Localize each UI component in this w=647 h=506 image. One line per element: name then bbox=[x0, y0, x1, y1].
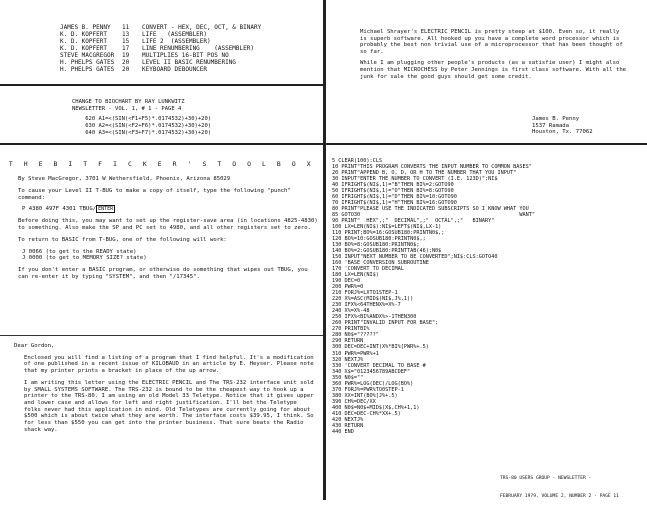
toolbox-para-1: To cause your Level II T-BUG to make a copy of itself, type the following "punch" command: bbox=[18, 187, 291, 201]
listing-line: 310 PWR%=PWR%+1 bbox=[332, 350, 379, 357]
letter-greeting: Dear Gordon, bbox=[14, 343, 55, 349]
contributor-name: H. PHELPS GATES bbox=[60, 66, 115, 73]
letter-continuation bbox=[348, 29, 628, 85]
biochart-line: 620 A1=<(SIN(<F1+F5)*.0174532)+30)+20) bbox=[72, 116, 212, 122]
listing-line: 440 END bbox=[332, 428, 354, 435]
listing-line: 180 LX=LEN(NI$) bbox=[332, 272, 379, 279]
contributor-title: LIFE 2 (ASSEMBLER) bbox=[142, 38, 211, 45]
contributor-title: LIFE (ASSEMBLER) bbox=[142, 31, 208, 38]
contributor-title: CONVERT - HEX, DEC, OCT, & BINARY bbox=[142, 24, 262, 31]
toolbox-jump-1: J 0066 (to get to the READY state) bbox=[22, 248, 137, 255]
toolbox-byline: By Steve MacGregor, 3701 W Wethersfield, Phoenix, Arizona 85029 bbox=[18, 176, 231, 182]
letter-para-1: Enclosed you will find a listing of a program that I find helpful. It's a modification of one published in a recent issue of KILOBAUD in an article by E. Heyser. Please note that my printer prints a bracket in place of the up arrow. bbox=[24, 354, 314, 375]
listing-line: 370 FORJ%=PWR%TO0STEP-1 bbox=[332, 386, 404, 393]
contributor-name: STEVE MACGREGOR bbox=[60, 52, 115, 59]
biochart-line: CHANGE TO BIOCHART BY RAY LUNKWITZ bbox=[72, 99, 185, 105]
listing-line: 260 PRINT"INVALID INPUT FOR BASE"; bbox=[332, 320, 439, 327]
listing-line: 230 IFX%<64THENX%=X%-7 bbox=[332, 302, 401, 309]
listing-line: 280 N0$="?????" bbox=[332, 332, 379, 339]
listing-line: 30 INPUT"ENTER THE NUMBER TO CONVERT (I.E. 123D)";NI$ bbox=[332, 176, 498, 183]
contributor-page: 20 bbox=[122, 59, 130, 66]
contributor-title: MULTIPLIES 16-BIT POS NO bbox=[142, 52, 229, 59]
listing-line: 390 CH%=DEC/XX bbox=[332, 398, 376, 405]
listing-line: 190 DEC=0 bbox=[332, 278, 361, 285]
toolbox-para-3: To return to BASIC from T-BUG, one of the following will work: bbox=[18, 236, 227, 243]
enter-key: ENTER bbox=[98, 206, 114, 213]
contributor-name: JAMES B. PENNY bbox=[60, 24, 111, 31]
listing-line: 400 N0$=N0$+MID$(X$,CH%+1,1) bbox=[332, 404, 420, 411]
contributor-name: H. PHELPS GATES bbox=[60, 59, 115, 66]
contributors-table bbox=[60, 24, 261, 73]
rule-after-biochart bbox=[0, 143, 323, 145]
column-divider bbox=[323, 0, 326, 500]
listing-line: 80 PRINT"PLEASE USE THE INDICATED SUBSCRIPTS SO I KNOW WHAT YOU bbox=[332, 206, 529, 213]
contributor-title: LINE RENUMBERING (ASSEMBLER) bbox=[142, 45, 254, 52]
contributor-row bbox=[60, 24, 261, 31]
biochart-line: 640 A3=<(SIN(<F3+F7)*.0174532)+30)+20) bbox=[72, 130, 212, 136]
letter-para-2: I am writing this letter using the ELECTRIC PENCIL and The TRS-232 interface unit sold by SMALL SYSTEMS SOFTWARE. The TRS-232 is bound to be the cheapest way to hook up a printer to the TRS-80. I am using an old Model 33 Teletype. Notice that it gives upper and lower case and allows for left and right justification. I'll bet the Teletype folks never had this application in mind. Old Teletypes are currently going for about $500 which is about twice what they are worth. The interface costs $39.95, I think. So for less than $550 you can get into the printer business. That sure beats the Radio shack way. bbox=[24, 379, 314, 433]
listing-line: 130 BO%=8:GOSUB180:PRINTN0$; bbox=[332, 242, 420, 249]
listing-line: 140 BO%=2:GOSUB180:PRINTTAB(46);N0$ bbox=[332, 248, 442, 255]
listing-line: 60 IFRIGHT$(NI$,1)="D"THEN BI%=10:GOTO90 bbox=[332, 194, 457, 201]
contributor-row bbox=[60, 31, 261, 38]
listing-line: 420 NEXTJ% bbox=[332, 416, 364, 423]
signature-name: James B. Penny bbox=[532, 116, 580, 122]
contributor-name: K. D. KOPFERT bbox=[60, 38, 107, 45]
footer-line-2: FEBRUARY 1979, VOLUME 2, NUMBER 2 - PAGE 11 bbox=[500, 494, 619, 499]
listing-line: 70 IFRIGHT$(NI$,1)="H"THEN BI%=16:GOTO90 bbox=[332, 200, 457, 207]
toolbox-jump-2: J 0000 (to get to MEMORY SIZE? state) bbox=[22, 255, 147, 262]
listing-line: 210 FORJ%=LXTO1STEP-1 bbox=[332, 290, 398, 297]
rule-after-toolbox bbox=[0, 335, 323, 336]
listing-line: 300 DEC=DEC+INT(X%*BI%[PWR%+.5) bbox=[332, 344, 429, 351]
listing-line: 200 PWR%=0 bbox=[332, 284, 364, 291]
contributor-page: 11 bbox=[122, 24, 130, 31]
toolbox-body bbox=[18, 176, 318, 286]
listing-line: 5 CLEAR(100):CLS bbox=[332, 158, 382, 164]
listing-line: 120 BO%=10:GOSUB180:PRINTN0$,; bbox=[332, 236, 426, 243]
listing-line: 380 XX=INT(BO%[J%+.5) bbox=[332, 392, 398, 399]
contributor-page: 19 bbox=[122, 52, 130, 59]
listing-line: 240 X%=X%-48 bbox=[332, 308, 370, 315]
listing-line: 10 PRINT"THIS PROGRAM CONVERTS THE INPUT NUMBER TO COMMON BASES" bbox=[332, 164, 532, 171]
footer-line-1: TRS-80 USERS GROUP - NEWSLETTER - bbox=[500, 476, 592, 481]
listing-line: 320 NEXTJ% bbox=[332, 356, 364, 363]
rule-after-contributors bbox=[0, 84, 323, 86]
letter-para-4: While I am plugging other people's products (as a satisfie user) I might also mention that MICROCHESS by Peter Jennings is first class software. With all the junk for sale the good guys should get some credit. bbox=[360, 60, 627, 80]
listing-line: 330 'CONVERT DECIMAL TO BASE # bbox=[332, 362, 426, 369]
listing-line: 340 X$="0123456789ABCDEF" bbox=[332, 368, 411, 375]
listing-line: 250 IFX%<BI%ANDX%>-1THEN300 bbox=[332, 314, 417, 321]
listing-line: 350 N0$="" bbox=[332, 374, 364, 381]
contributor-title: KEYBOARD DEBOUNCER bbox=[142, 66, 208, 73]
contributor-name: K. D. KOPFERT bbox=[60, 45, 107, 52]
toolbox-para-2: Before doing this, you may want to set up the register-save area (in locations 4825-4830) to something. Also make the SP and PC set to 4980, and all other registers set to zero. bbox=[18, 218, 318, 231]
toolbox-title: T H E B I T F I C K E R ' S T O O L B O X bbox=[8, 160, 315, 168]
listing-line: 160 'BASE CONVERSION SUBROUTINE bbox=[332, 260, 429, 267]
punch-command-text: P 4380 497F 4301 TBUG/ bbox=[22, 206, 97, 213]
contributor-row bbox=[60, 38, 261, 45]
biochart-line: NEWSLETTER - VOL. 1, # 1 - PAGE 4 bbox=[72, 106, 182, 112]
listing-line: 20 PRINT"APPEND B, O, D, OR H TO THE NUMBER THAT YOU INPUT" bbox=[332, 170, 517, 177]
listing-line: 410 DEC=DEC-CH%*XX+.5) bbox=[332, 410, 401, 417]
program-listing bbox=[332, 158, 644, 435]
rule-right-after-letter bbox=[326, 143, 647, 145]
listing-line: 270 PRINTBI% bbox=[332, 326, 370, 333]
listing-line: 85 GOTO30 WANT" bbox=[332, 212, 536, 219]
listing-line: 170 'CONVERT TO DECIMAL bbox=[332, 266, 404, 273]
contributor-page: 20 bbox=[122, 66, 130, 73]
signature-block bbox=[532, 116, 593, 136]
signature-city: Houston, Tx. 77062 bbox=[532, 129, 593, 136]
listing-line: 40 IFRIGHT$(NI$,1)="B"THEN BI%=2:GOTO90 bbox=[332, 182, 454, 189]
contributor-page: 13 bbox=[122, 31, 130, 38]
biochart-line: 630 A2=<(SIN(<F2+F6)*.0174532)+30)+20) bbox=[72, 123, 212, 129]
contributor-row bbox=[60, 45, 261, 52]
listing-line: 150 INPUT"NEXT NUMBER TO BE CONVERTED";NI$:CLS:GOTO40 bbox=[332, 254, 498, 261]
listing-line: 50 IFRIGHT$(NI$,1)="O"THEN BI%=8:GOTO90 bbox=[332, 188, 454, 195]
contributor-row bbox=[60, 52, 261, 59]
listing-line: 430 RETURN bbox=[332, 422, 364, 429]
letter-to-gordon bbox=[14, 343, 314, 438]
contributor-title: LEVEL II BASIC RENUMBERING bbox=[142, 59, 236, 66]
listing-line: 100 LX=LEN(NI$):NI$=LEFT$(NI$,LX-1) bbox=[332, 224, 442, 231]
signature-street: 1537 Ramada bbox=[532, 122, 570, 129]
toolbox-para-4: If you don't enter a BASIC program, or otherwise do something that wipes out TBUG, you can re-enter it by typing "SYSTEM", and then "/17345". bbox=[18, 267, 308, 280]
contributor-page: 17 bbox=[122, 45, 130, 52]
contributor-name: K. D. KOPFERT bbox=[60, 31, 107, 38]
listing-line: 290 RETURN bbox=[332, 338, 364, 345]
listing-line: 220 X%=ASC(MID$(NI$,J%,1)) bbox=[332, 296, 414, 303]
letter-para-3: Michael Shrayer's ELECTRIC PENCIL is pretty steep at $100. Even so, it really is superb software. All hooked up you have a complete word processor which is probably the best non trivial use of a microprocessor that has been thought of so far. bbox=[360, 29, 623, 55]
contributor-row bbox=[60, 59, 261, 66]
contributor-page: 15 bbox=[122, 38, 130, 45]
contributor-row bbox=[60, 66, 261, 73]
toolbox-punch-command bbox=[18, 206, 318, 213]
listing-line: 90 PRINT" HEX",;" DECIMAL",;" OCTAL",;" BINARY" bbox=[332, 218, 495, 225]
listing-line: 360 PWR%=LOG(DEC)/LOG(BO%) bbox=[332, 380, 414, 387]
listing-line: 110 PRINT;BO%=16:GOSUB180:PRINTN0$,; bbox=[332, 230, 445, 237]
biochart-correction bbox=[72, 99, 211, 137]
